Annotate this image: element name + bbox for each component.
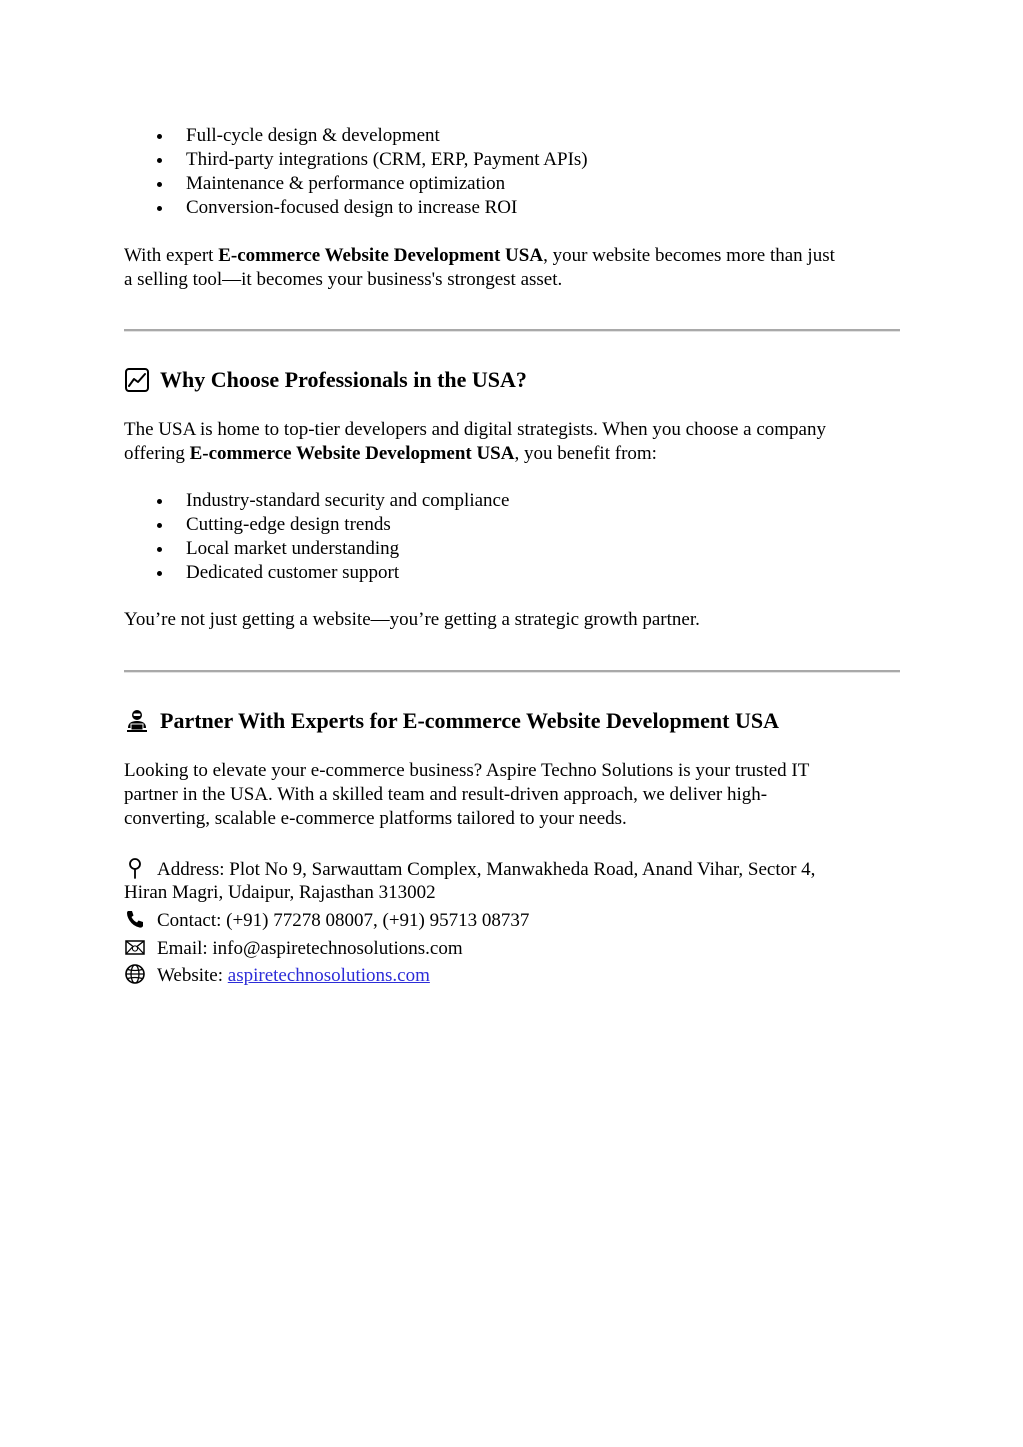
section-heading-text: Why Choose Professionals in the USA? xyxy=(160,367,527,392)
globe-icon xyxy=(124,963,146,985)
list-item: Full-cycle design & development xyxy=(124,124,900,148)
section-divider xyxy=(124,329,900,332)
keyword-bold: E-commerce Website Development USA xyxy=(189,443,515,464)
list-item: Industry-standard security and compliance xyxy=(124,489,900,513)
why-bullet-list xyxy=(124,489,900,585)
section-heading-why xyxy=(124,366,527,394)
partner-text-line: partner in the USA. With a skilled team and result-driven approach, we deliver high- xyxy=(124,784,768,805)
website-line xyxy=(124,963,430,988)
telephone-receiver-icon xyxy=(124,908,146,930)
why-text-line1: The USA is home to top-tier developers and digital strategists. When you choose a company xyxy=(124,419,826,440)
technologist-icon xyxy=(124,708,150,734)
list-item: Cutting-edge design trends xyxy=(124,513,900,537)
email-text: Email: info@aspiretechnosolutions.com xyxy=(157,938,463,959)
why-closing-paragraph: You’re not just getting a website—you’re getting a strategic growth partner. xyxy=(124,609,700,630)
list-item: Conversion-focused design to increase ROI xyxy=(124,196,900,220)
why-paragraph xyxy=(124,418,900,466)
intro-text-line2: a selling tool—it becomes your business's strongest asset. xyxy=(124,269,563,290)
phone-line xyxy=(124,908,529,933)
address-line xyxy=(124,857,815,882)
intro-paragraph xyxy=(124,244,900,292)
partner-paragraph xyxy=(124,759,900,831)
why-text-line2-start: offering xyxy=(124,443,190,464)
website-label: Website: xyxy=(157,965,228,986)
partner-text-line: converting, scalable e-commerce platforms tailored to your needs. xyxy=(124,808,627,829)
intro-text-start: With expert xyxy=(124,245,219,266)
partner-text-line: Looking to elevate your e-commerce business? Aspire Techno Solutions is your trusted IT xyxy=(124,760,810,781)
list-item: Third-party integrations (CRM, ERP, Payment APIs) xyxy=(124,148,900,172)
why-text-line2-end: , you benefit from: xyxy=(514,443,657,464)
email-line xyxy=(124,936,463,961)
section-heading-partner xyxy=(124,707,779,735)
keyword-bold: E-commerce Website Development USA xyxy=(218,245,544,266)
intro-bullet-list xyxy=(124,124,900,220)
chart-increasing-icon xyxy=(124,367,150,393)
envelope-icon xyxy=(124,936,146,958)
address-line-2: Hiran Magri, Udaipur, Rajasthan 313002 xyxy=(124,882,436,903)
round-pushpin-icon xyxy=(124,857,146,879)
website-link[interactable]: aspiretechnosolutions.com xyxy=(227,965,430,986)
list-item: Maintenance & performance optimization xyxy=(124,172,900,196)
address-text: Address: Plot No 9, Sarwauttam Complex, Manwakheda Road, Anand Vihar, Sector 4, xyxy=(157,859,816,880)
section-divider xyxy=(124,670,900,673)
intro-text-end: , your website becomes more than just xyxy=(543,245,835,266)
list-item: Dedicated customer support xyxy=(124,561,900,585)
list-item: Local market understanding xyxy=(124,537,900,561)
phone-text: Contact: (+91) 77278 08007, (+91) 95713 08737 xyxy=(157,910,530,931)
section-heading-text: Partner With Experts for E-commerce Website Development USA xyxy=(160,708,779,733)
